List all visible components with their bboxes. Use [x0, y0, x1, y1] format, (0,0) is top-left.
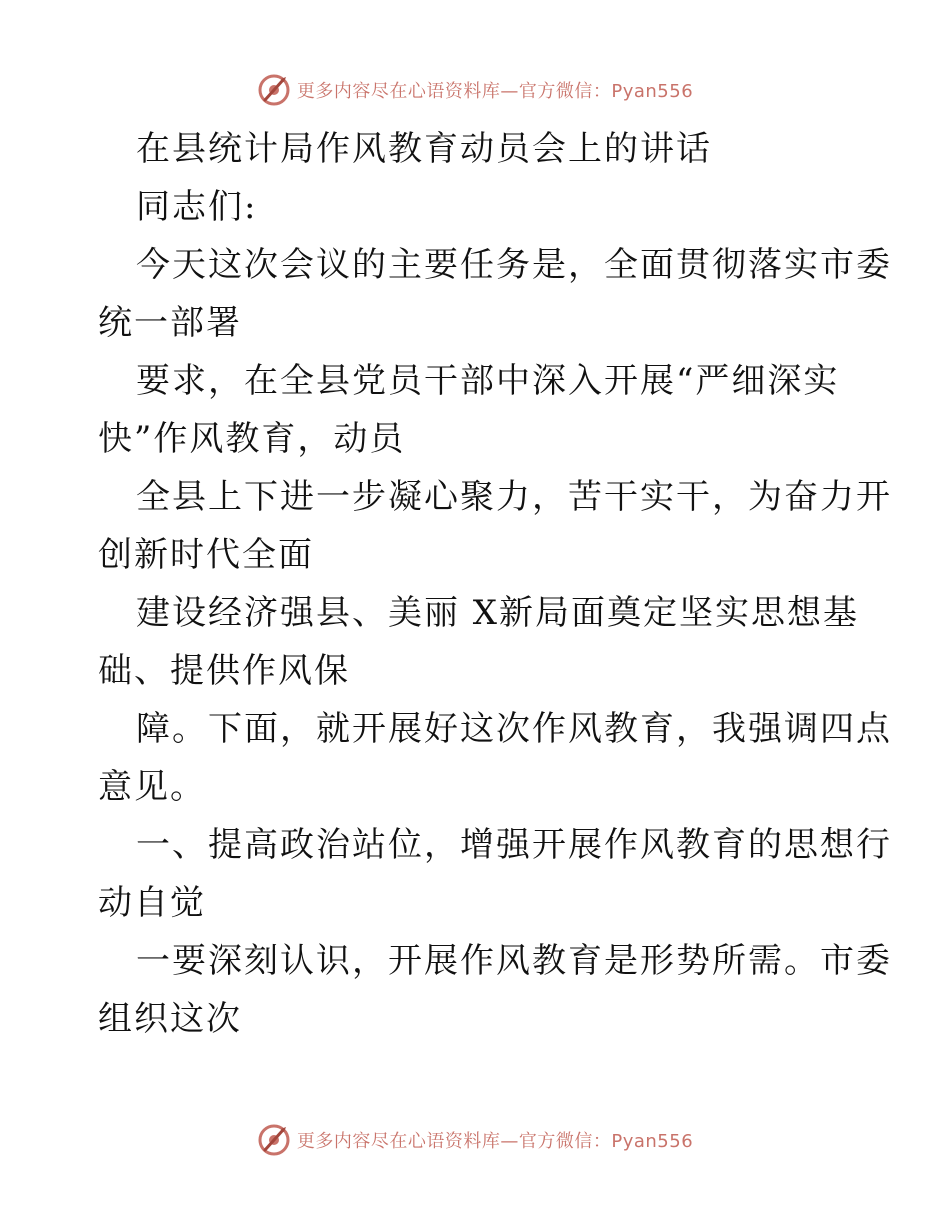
- text-line: 在县统计局作风教育动员会上的讲话: [136, 129, 712, 169]
- text-line: 础、提供作风保: [98, 651, 350, 691]
- text-line: 要求，在全县党员干部中深入开展“严细深实: [136, 361, 840, 401]
- text-line: 建设经济强县、美丽 X新局面奠定坚实思想基: [136, 593, 860, 633]
- pen-logo-icon: [257, 73, 291, 107]
- document-body: [98, 120, 892, 1048]
- watermark-header: [0, 70, 950, 110]
- text-line: 快”作风教育，动员: [98, 419, 406, 459]
- text-line: 创新时代全面: [98, 535, 314, 575]
- watermark-footer: [0, 1120, 950, 1160]
- text-line: 障。下面，就开展好这次作风教育，我强调四点: [136, 709, 892, 749]
- text-line: 一要深刻认识，开展作风教育是形势所需。市委: [136, 941, 892, 981]
- text-line: 统一部署: [98, 303, 242, 343]
- watermark-text: 更多内容尽在心语资料库—官方微信：Pyan556: [296, 1131, 694, 1152]
- text-line: 今天这次会议的主要任务是，全面贯彻落实市委: [136, 245, 892, 285]
- text-line: 动自觉: [98, 883, 206, 923]
- text-line: 组织这次: [98, 999, 242, 1039]
- text-line: 全县上下进一步凝心聚力，苦干实干，为奋力开: [136, 477, 892, 517]
- text-line: 一、提高政治站位，增强开展作风教育的思想行: [136, 825, 892, 865]
- text-line: 意见。: [98, 767, 206, 807]
- text-line: 同志们:: [136, 187, 258, 227]
- pen-logo-icon: [257, 1123, 291, 1157]
- watermark-text: 更多内容尽在心语资料库—官方微信：Pyan556: [296, 81, 694, 102]
